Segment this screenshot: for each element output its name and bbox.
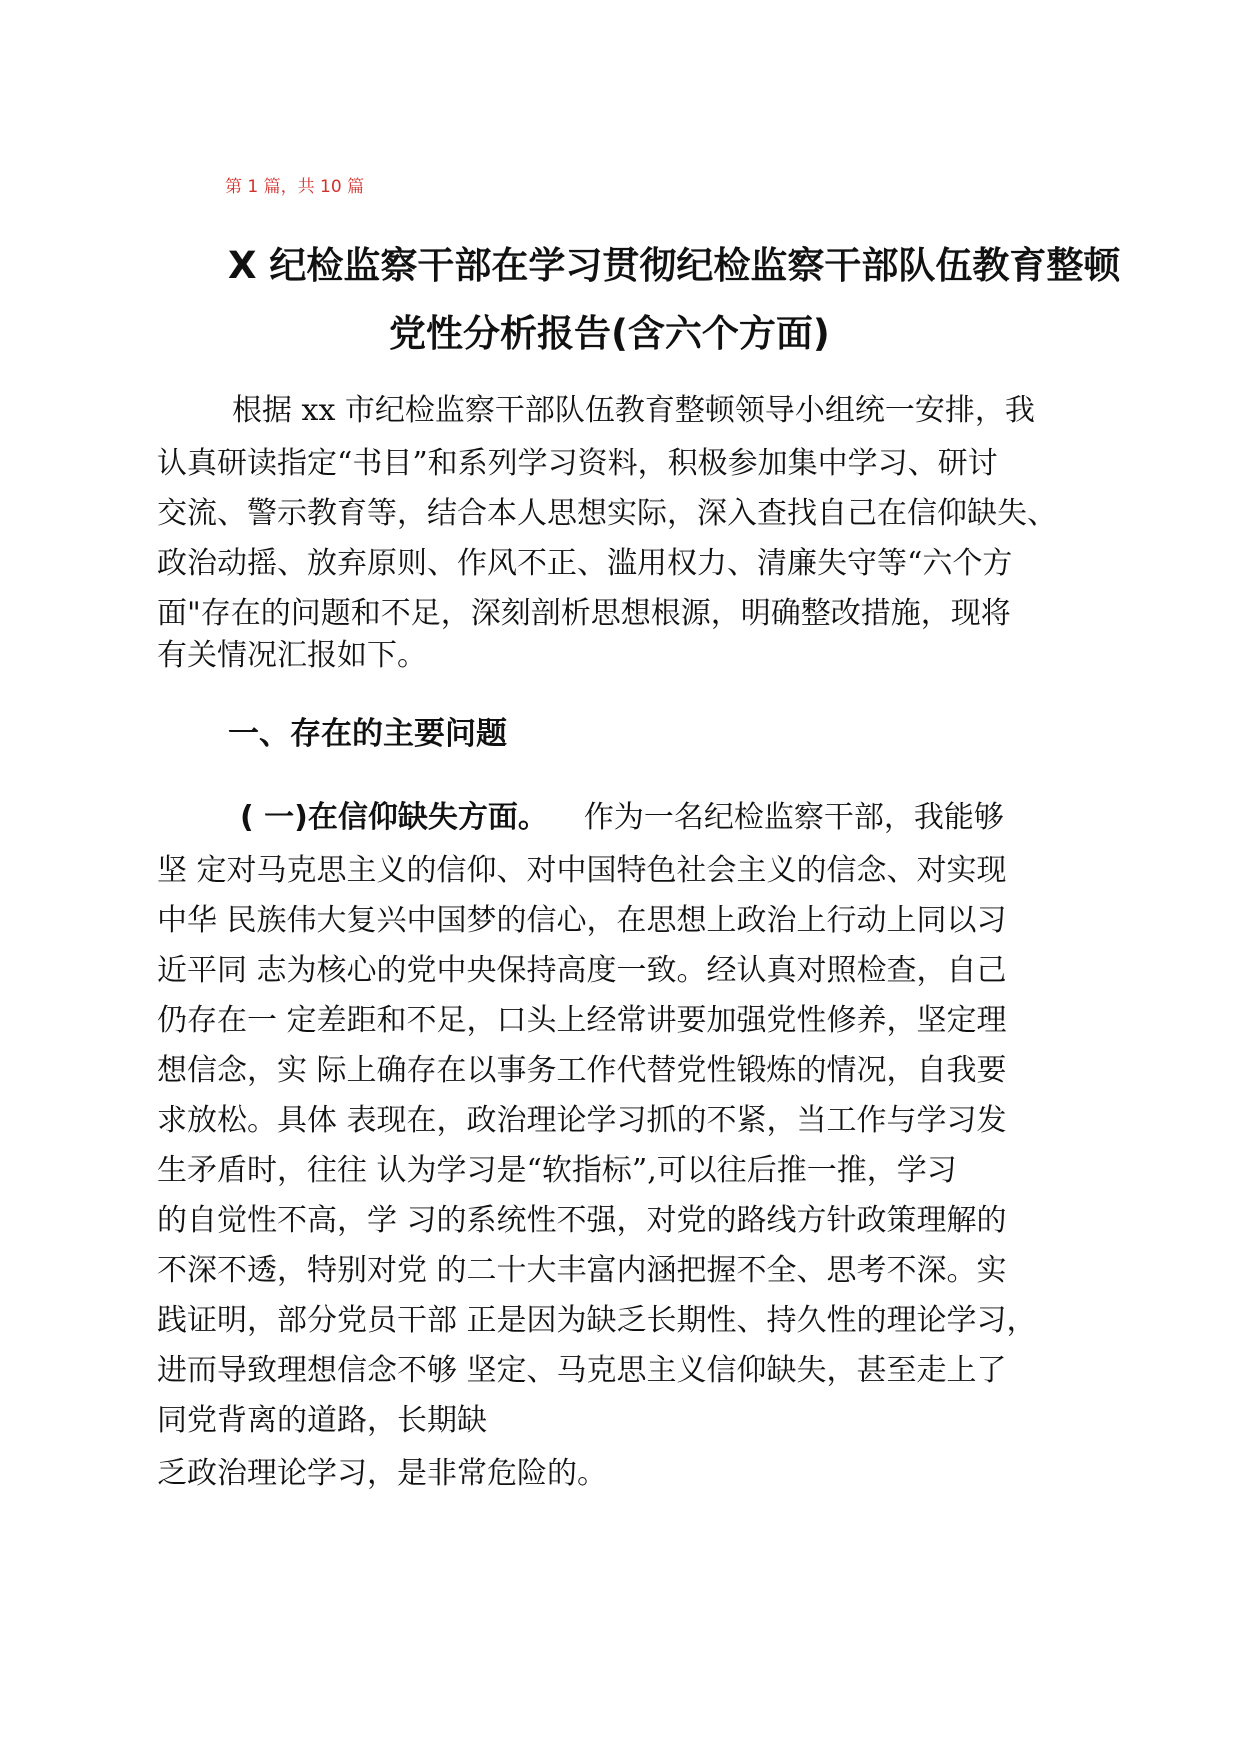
intro-line-6: 有关情况汇报如下。 xyxy=(157,638,427,673)
document-title-line-1: X 纪检监察干部在学习贯彻纪检监察干部队伍教育整顿 xyxy=(228,244,1121,287)
subsection-line: 求放松。具体 表现在，政治理论学习抓的不紧，当工作与学习发 xyxy=(157,1103,1007,1138)
subsection-line: 的自觉性不高，学 习的系统性不强，对党的路线方针政策理解的 xyxy=(157,1203,1007,1238)
intro-line-2: 认真研读指定“书目”和系列学习资料，积极参加集中学习、研讨 xyxy=(157,446,998,481)
intro-line-3: 交流、警示教育等，结合本人思想实际，深入查找自己在信仰缺失、 xyxy=(157,496,1057,531)
subsection-line: 仍存在一 定差距和不足，口头上经常讲要加强党性修养，坚定理 xyxy=(157,1003,1007,1038)
document-title-line-2: 党性分析报告(含六个方面) xyxy=(389,312,830,355)
subsection-line: 生矛盾时，往往 认为学习是“软指标”,可以往后推一推，学习 xyxy=(157,1153,957,1188)
subsection-line-text: 作为一名纪检监察干部，我能够 xyxy=(583,800,1004,835)
subsection-line: 践证明，部分党员干部 正是因为缺乏长期性、持久性的理论学习， xyxy=(157,1303,1037,1338)
subsection-line: 中华 民族伟大复兴中国梦的信心，在思想上政治上行动上同以习 xyxy=(157,903,1007,938)
subsection-line: 想信念，实 际上确存在以事务工作代替党性锻炼的情况，自我要 xyxy=(157,1053,1007,1088)
intro-line-5: 面"存在的问题和不足，深刻剖析思想根源，明确整改措施，现将 xyxy=(157,596,1011,631)
intro-line-1: 根据 xx 市纪检监察干部队伍教育整顿领导小组统一安排，我 xyxy=(232,393,1035,428)
subsection-line: 同党背离的道路，长期缺 xyxy=(157,1403,487,1438)
subsection-first-line xyxy=(240,792,1004,836)
subsection-line: 坚 定对马克思主义的信仰、对中国特色社会主义的信念、对实现 xyxy=(157,853,1007,888)
subsection-line: 进而导致理想信念不够 坚定、马克思主义信仰缺失，甚至走上了 xyxy=(157,1353,1007,1388)
subsection-line: 乏政治理论学习，是非常危险的。 xyxy=(157,1456,607,1491)
page-counter: 第 1 篇，共 10 篇 xyxy=(225,177,365,197)
intro-line-4: 政治动摇、放弃原则、作风不正、滥用权力、清廉失守等“六个方 xyxy=(157,546,1013,581)
subsection-line: 近平同 志为核心的党中央保持高度一致。经认真对照检查，自己 xyxy=(157,953,1007,988)
subsection-line: 不深不透，特别对党 的二十大丰富内涵把握不全、思考不深。实 xyxy=(157,1253,1007,1288)
section-heading: 一、存在的主要问题 xyxy=(228,716,507,752)
subsection-heading: ( 一)在信仰缺失方面。 xyxy=(240,800,548,835)
